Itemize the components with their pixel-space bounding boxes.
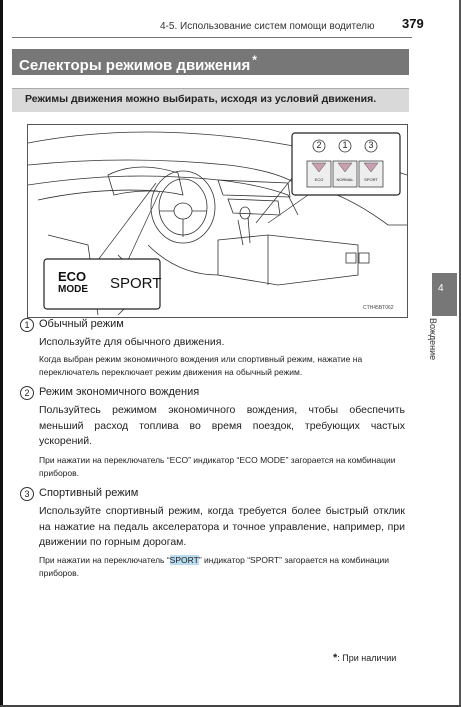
eco-mode-indicator-line2: MODE: [58, 284, 88, 295]
switch-label: SPORT: [364, 177, 378, 182]
running-header: 4-5. Использование систем помощи водителю: [160, 21, 375, 32]
chapter-tab: [432, 273, 457, 316]
eco-mode-indicator-line1: ECO: [58, 269, 87, 284]
item-number-circle: 3: [20, 487, 34, 501]
switch-label: NORMAL: [336, 177, 354, 182]
item-title: Обычный режим: [39, 318, 124, 330]
item-note: Когда выбран режим экономичного вождения или спортивный режим, нажатие на переключатель переключает режим движения на обычный режим.: [39, 354, 363, 377]
switch-label: ECO: [314, 177, 324, 182]
item-title: Режим экономичного вождения: [39, 386, 200, 398]
item-number-circle: 1: [20, 318, 34, 332]
item-note: [39, 554, 405, 580]
header-rule: [12, 37, 412, 38]
item-note: При нажатии на переключатель “ECO” индикатор “ECO MODE” загорается на комбинации приборов.: [39, 455, 396, 478]
chapter-tab-label: Вождение: [428, 318, 438, 361]
callout-number: 2: [316, 140, 322, 150]
callout-number: 1: [342, 140, 348, 150]
illustration-frame: [27, 124, 408, 318]
section-title: [19, 53, 257, 74]
page-frame-left: [0, 0, 3, 707]
item-body: Используйте для обычного движения.: [39, 336, 225, 348]
illustration-code: CTH45BT062: [363, 305, 394, 311]
footnote-mark: *: [333, 652, 338, 664]
footnote: [333, 652, 396, 664]
chapter-tab-number: 4: [438, 283, 444, 294]
eco-mode-indicator: [58, 270, 88, 296]
callout-number: 3: [368, 140, 374, 150]
item-body: Используйте спортивный режим, когда требуется более быстрый отклик на нажатие на педаль акселератора и точное управление, например, при движении по горным дорогам.: [39, 505, 405, 548]
item-note-start: При нажатии на переключатель “: [39, 555, 170, 565]
sport-indicator: SPORT: [110, 275, 162, 292]
item-note-end: ” индикатор “SPORT” загорается на комбинации приборов.: [39, 555, 390, 578]
item-title: Спортивный режим: [39, 487, 139, 499]
summary-text: Режимы движения можно выбирать, исходя из условий движения.: [25, 93, 377, 105]
footnote-text: : При наличии: [337, 653, 397, 663]
page-number: 379: [402, 16, 424, 31]
item-number-circle: 2: [20, 386, 34, 400]
section-title-text: Селекторы режимов движения: [19, 57, 251, 74]
title-optional-mark: *: [252, 53, 257, 67]
highlighted-term: SPORT: [169, 555, 199, 565]
item-body: Пользуйтесь режимом экономичного вождения, чтобы обеспечить меньший расход топлива во время поездок, требующих частых ускорений.: [39, 404, 405, 447]
